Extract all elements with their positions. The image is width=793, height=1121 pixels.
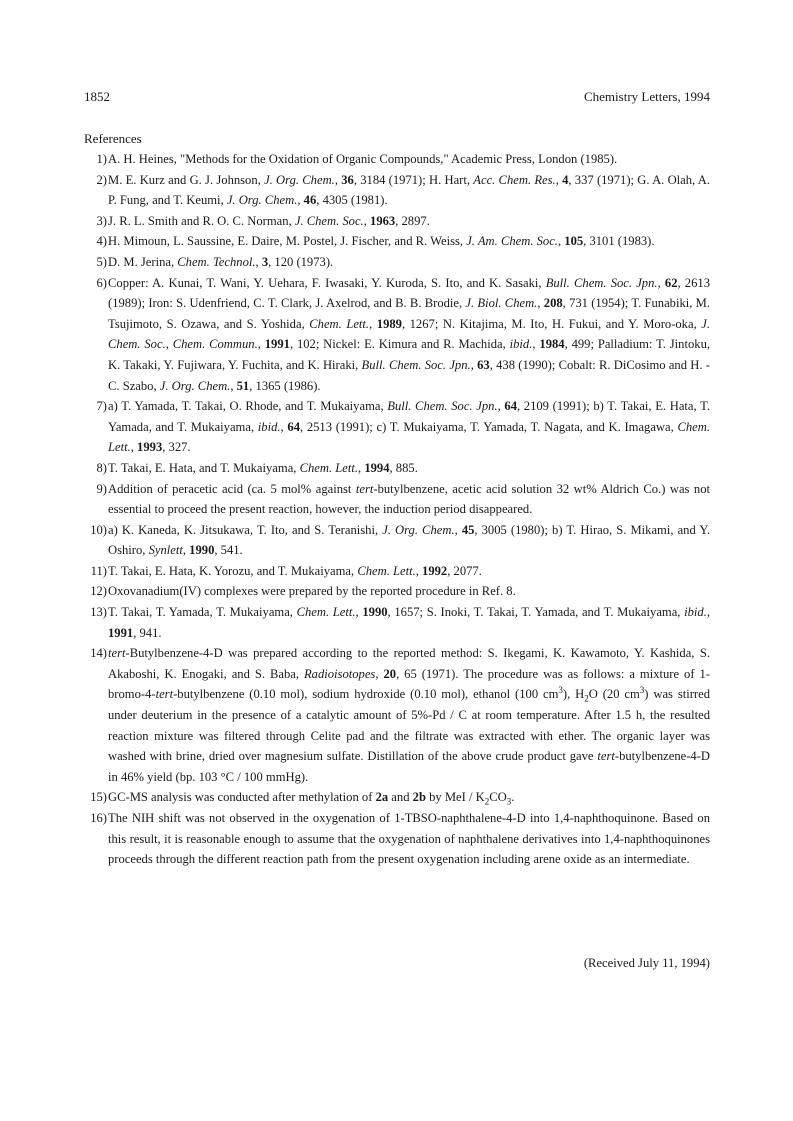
italic-text: J. Chem. Soc. (294, 213, 364, 228)
italic-text: J. Biol. Chem. (465, 296, 538, 311)
text-run: , 2109 (1991); b) T. Takai, E. Hata, T. Yamada, and T. Mukaiyama, (108, 399, 710, 434)
italic-text: tert (597, 749, 615, 764)
text-run: , 3005 (1980); b) T. Hirao, S. Mikami, and Y. Oshiro, (108, 522, 710, 558)
reference-item (84, 231, 710, 252)
text-run: , 102; Nickel: E. Kimura and R. Machida, (289, 337, 510, 352)
text-run: , 2897. (395, 213, 430, 228)
text-run: T. Takai, E. Hata, K. Yorozu, and T. Mukaiyama, (108, 563, 358, 578)
text-run: O (20 cm (588, 687, 640, 702)
reference-text (108, 458, 710, 479)
text-run: T. Takai, T. Yamada, T. Mukaiyama, (108, 605, 297, 620)
bold-text: 105 (564, 234, 584, 249)
script-text: 2 (484, 796, 490, 807)
bold-text: 62 (664, 275, 678, 290)
reference-number: 4) (96, 234, 107, 249)
reference-item (84, 479, 710, 520)
reference-item (84, 211, 710, 232)
text-run: , (334, 172, 342, 187)
bold-text: 208 (543, 296, 563, 311)
text-run: , (358, 460, 365, 475)
reference-number: 11) (90, 563, 107, 578)
text-run: , (537, 296, 544, 311)
italic-text: Chem. Lett. (357, 563, 416, 578)
italic-text: Bull. Chem. Soc. Jpn. (387, 399, 498, 414)
references-heading: References (84, 131, 142, 146)
text-run: , (706, 605, 711, 620)
italic-text: Acc. Chem. Res. (473, 172, 556, 187)
reference-text (108, 643, 710, 787)
text-run: The NIH shift was not observed in the oxygenation of 1-TBSO-naphthalene-4-D into 1,4-naphthoquinone. Based on this result, it is reasonable enough to assume that the oxygenation of naphthalene derivatives into 1,4-naphthoquinones proceeds through the different reaction path from the present oxygenation including arene oxide as an intermediate. (108, 811, 710, 867)
text-run: T. Takai, E. Hata, and T. Mukaiyama, (108, 460, 300, 475)
text-run: , 65 (1971). The procedure was as follows: a mixture of 1-bromo-4- (108, 666, 710, 702)
reference-list (84, 149, 710, 870)
reference-item (84, 170, 710, 211)
italic-text: Chem. Lett. (299, 460, 359, 475)
reference-number: 10) (90, 522, 107, 537)
text-run: , 941. (133, 625, 162, 640)
reference-number: 2) (96, 172, 107, 187)
italic-text: tert (155, 687, 174, 702)
text-run: Copper: A. Kunai, T. Wani, Y. Uehara, F. Iwasaki, Y. Kuroda, S. Ito, and K. Sasaki, (108, 275, 546, 290)
text-run: , (470, 357, 478, 372)
text-run: , 1267; N. Kitajima, M. Ito, H. Fukui, and Y. Moro-oka, (401, 316, 702, 331)
text-run: , (355, 605, 363, 620)
page-header (84, 89, 710, 105)
text-run: Oxovanadium(IV) complexes were prepared by the reported procedure in Ref. 8. (108, 584, 516, 599)
reference-number: 14) (90, 646, 107, 661)
reference-number: 1) (96, 152, 107, 166)
reference-item (84, 149, 710, 170)
reference-item (84, 273, 710, 397)
reference-number: 7) (96, 399, 107, 414)
reference-item (84, 561, 710, 582)
text-run: , (255, 254, 262, 269)
italic-text: Chem. Lett. (309, 316, 370, 331)
text-run: , 337 (1971); G. A. Olah, A. P. Fung, and T. Keumi, (108, 172, 710, 208)
italic-text: J. Org. Chem. (264, 172, 335, 187)
bold-text: 1991 (264, 337, 290, 352)
text-run: , 2077. (447, 563, 482, 578)
text-run: D. M. Jerina, (108, 254, 178, 269)
text-run: , (369, 316, 377, 331)
text-run: . (511, 790, 515, 805)
reference-text (108, 211, 710, 232)
bold-text: 1991 (108, 625, 134, 640)
text-run: J. R. L. Smith and R. O. C. Norman, (108, 213, 295, 228)
text-run: , 499; Palladium: T. Jintoku, K. Takaki, Y. Fujiwara, Y. Fuchita, and K. Hiraki, (108, 337, 711, 372)
text-run: , (297, 193, 304, 208)
reference-text (108, 561, 710, 582)
reference-item (84, 520, 710, 561)
reference-number: 6) (96, 275, 107, 290)
italic-text: J. Org. Chem. (226, 193, 298, 208)
reference-number: 16) (90, 811, 107, 825)
reference-number: 12) (90, 584, 107, 599)
reference-item (84, 252, 710, 273)
bold-text: 46 (303, 193, 317, 208)
text-run: , 731 (1954); T. Funabiki, M. Tsujimoto, S. Ozawa, and S. Yoshida, (108, 296, 711, 331)
text-run: , 3184 (1971); H. Hart, (353, 172, 474, 187)
text-run: , (130, 440, 138, 455)
text-run: , 438 (1990); Cobalt: R. DiCosimo and H. -C. Szabo, (108, 357, 710, 393)
italic-text: Chem. Technol. (177, 254, 256, 269)
reference-number: 3) (96, 213, 107, 228)
bold-text: 20 (383, 666, 397, 681)
text-run: , 3101 (1983). (583, 234, 655, 249)
bold-text: 2b (412, 790, 426, 805)
italic-text: J. Org. Chem. (159, 378, 231, 393)
text-run: GC-MS analysis was conducted after methylation of (108, 790, 376, 805)
script-text: 2 (584, 693, 589, 704)
script-text: 3 (639, 685, 645, 696)
text-run: , (257, 337, 265, 352)
italic-text: J. Am. Chem. Soc. (466, 234, 558, 249)
text-run: H. Mimoun, L. Saussine, E. Daire, M. Postel, J. Fischer, and R. Weiss, (108, 234, 467, 249)
reference-text (108, 602, 710, 643)
script-text: 3 (558, 685, 563, 696)
italic-text: ibid. (684, 605, 707, 620)
italic-text: J. Chem. Soc., Chem. Commun. (108, 316, 711, 352)
text-run: , 541. (214, 543, 243, 558)
bold-text: 64 (287, 419, 300, 434)
bold-text: 45 (461, 522, 475, 537)
bold-text: 3 (261, 254, 269, 269)
reference-item (84, 581, 710, 602)
text-run: , (657, 275, 665, 290)
bold-text: 63 (477, 357, 490, 372)
italic-text: Chem. Lett. (296, 605, 356, 620)
reference-item (84, 602, 710, 643)
text-run: , (532, 337, 540, 352)
text-run: M. E. Kurz and G. J. Johnson, (108, 172, 265, 187)
reference-text (108, 581, 710, 602)
bold-text: 64 (504, 399, 517, 414)
text-run: , 2513 (1991); c) T. Mukaiyama, T. Yamada, T. Nagata, and K. Imagawa, (299, 419, 678, 434)
text-run: , (230, 378, 237, 393)
text-run: , 120 (1973). (268, 254, 334, 269)
text-run: , 2613 (1989); Iron: S. Udenfriend, C. T. Clark, J. Axelrod, and B. B. Brodie, (108, 275, 710, 311)
bold-text: 1990 (189, 543, 215, 558)
reference-text (108, 273, 710, 397)
page-number: 1852 (84, 89, 110, 104)
received-date: (Received July 11, 1994) (583, 956, 710, 970)
text-run: , (363, 213, 371, 228)
bold-text: 4 (562, 172, 569, 187)
reference-item (84, 396, 710, 458)
reference-text (108, 520, 710, 561)
italic-text: Bull. Chem. Soc. Jpn. (361, 357, 471, 372)
text-run: and (388, 790, 413, 805)
reference-text (108, 808, 710, 870)
reference-text (108, 252, 710, 273)
text-run: , (182, 543, 190, 558)
reference-item (84, 458, 710, 479)
text-run: by MeI / K (425, 790, 485, 805)
reference-number: 13) (90, 605, 107, 620)
bold-text: 36 (341, 172, 354, 187)
bold-text: 1963 (370, 213, 396, 228)
italic-text: tert (108, 646, 126, 661)
italic-text: J. Org. Chem. (382, 522, 455, 537)
text-run: -butylbenzene, acetic acid solution 32 wt% Aldrich Co.) was not essential to proceed the present reaction, however, the induction period disappeared. (108, 481, 711, 517)
text-run: ) was stirred under deuterium in the presence of a catalytic amount of 5%-Pd / C at room temperature. After 1.5 h, the resulted reaction mixture was filtered through Celite pad and the filtrate was extracted with ether. The organic layer was washed with brine, dried over magnesium sulfate. Distillation of the above crude product gave (108, 687, 710, 764)
text-run: , (557, 234, 565, 249)
bold-text: 1989 (376, 316, 402, 331)
script-text: 3 (506, 796, 512, 807)
reference-item (84, 643, 710, 787)
text-run: , (375, 666, 384, 681)
reference-text (108, 149, 710, 170)
text-run: , 885. (389, 460, 418, 475)
bold-text: 51 (236, 378, 250, 393)
italic-text: ibid. (257, 419, 281, 434)
bold-text: 1994 (364, 460, 390, 475)
text-run: , (280, 419, 288, 434)
text-run: a) T. Yamada, T. Takai, O. Rhode, and T. Mukaiyama, (108, 399, 388, 414)
italic-text: tert (355, 481, 374, 496)
italic-text: Radioisotopes (303, 666, 376, 681)
reference-text (108, 479, 710, 520)
reference-item (84, 808, 710, 870)
reference-text (108, 170, 710, 211)
italic-text: Bull. Chem. Soc. Jpn. (545, 275, 658, 290)
reference-number: 9) (96, 481, 107, 496)
italic-text: Chem. Lett. (108, 419, 710, 455)
text-run: -butylbenzene-4-D in 46% yield (bp. 103 °C / 100 mmHg). (108, 749, 710, 784)
bold-text: 2a (375, 790, 389, 805)
journal-title: Chemistry Letters, 1994 (583, 89, 710, 104)
italic-text: Synlett (148, 543, 183, 558)
text-run: A. H. Heines, "Methods for the Oxidation of Organic Compounds," Academic Press, London (1985). (108, 152, 618, 166)
reference-text (108, 231, 710, 252)
text-run: , (555, 172, 563, 187)
text-run: , 1657; S. Inoki, T. Takai, T. Yamada, and T. Mukaiyama, (387, 605, 685, 620)
reference-item (84, 787, 710, 808)
bold-text: 1992 (422, 563, 448, 578)
text-run: a) K. Kaneda, K. Jitsukawa, T. Ito, and S. Teranishi, (108, 522, 383, 537)
reference-text (108, 787, 710, 808)
reference-text (108, 396, 710, 458)
text-run: Addition of peracetic acid (ca. 5 mol% against (108, 481, 356, 496)
text-run: , (497, 399, 505, 414)
text-run: , 327. (162, 440, 191, 455)
text-run: -butylbenzene (0.10 mol), sodium hydroxide (0.10 mol), ethanol (100 cm (173, 687, 559, 702)
bold-text: 1990 (362, 605, 388, 620)
text-run: CO (489, 790, 507, 805)
bold-text: 1984 (539, 337, 565, 352)
reference-number: 8) (96, 460, 107, 475)
text-run: ), H (562, 687, 585, 702)
reference-number: 15) (90, 790, 107, 805)
reference-number: 5) (96, 254, 107, 269)
text-run: , 4305 (1981). (316, 193, 388, 208)
italic-text: ibid. (509, 337, 533, 352)
text-run: , (454, 522, 462, 537)
text-run: , (415, 563, 423, 578)
text-run: , 1365 (1986). (249, 378, 321, 393)
text-run: -Butylbenzene-4-D was prepared according to the reported method: S. Ikegami, K. Kawamoto, Y. Kashida, S. Akaboshi, K. Enogaki, and S. Baba, (108, 646, 710, 681)
bold-text: 1993 (137, 440, 163, 455)
